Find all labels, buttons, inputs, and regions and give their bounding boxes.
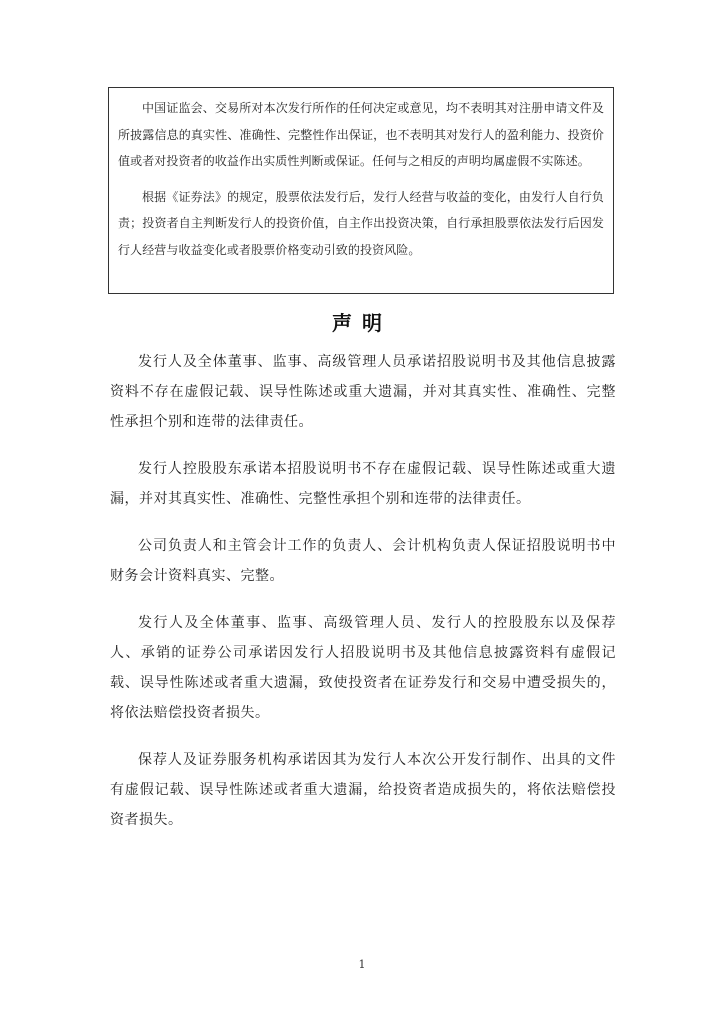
notice-paragraph: 根据《证券法》的规定，股票依法发行后，发行人经营与收益的变化，由发行人自行负责；投资者自主判断发行人的投资价值，自主作出投资决策，自行承担股票依法发行后因发行人经营与收益变化或者股票价格变动引致的投资风险。 (118, 189, 604, 257)
declaration-paragraph: 保荐人及证券服务机构承诺因其为发行人本次公开发行制作、出具的文件有虚假记载、误导性陈述或者重大遗漏，给投资者造成损失的，将依法赔偿投资者损失。 (110, 752, 616, 828)
page-number: 1 (358, 958, 366, 971)
notice-paragraph: 中国证监会、交易所对本次发行所作的任何决定或意见，均不表明其对注册申请文件及所披露信息的真实性、准确性、完整性作出保证，也不表明其对发行人的盈利能力、投资价值或者对投资者的收益作出实质性判断或保证。任何与之相反的声明均属虚假不实陈述。 (118, 101, 604, 168)
declaration-paragraph: 公司负责人和主管会计工作的负责人、会计机构负责人保证招股说明书中财务会计资料真实、完整。 (110, 538, 616, 584)
declaration-paragraph: 发行人及全体董事、监事、高级管理人员承诺招股说明书及其他信息披露资料不存在虚假记载、误导性陈述或重大遗漏，并对其真实性、准确性、完整性承担个别和连带的法律责任。 (110, 354, 616, 430)
declaration-paragraph: 发行人及全体董事、监事、高级管理人员、发行人的控股股东以及保荐人、承销的证券公司承诺因发行人招股说明书及其他信息披露资料有虚假记载、误导性陈述或者重大遗漏，致使投资者在证券发行和交易中遭受损失的，将依法赔偿投资者损失。 (110, 615, 616, 721)
declaration-title: 声明 (332, 311, 392, 335)
declaration-body (110, 347, 616, 852)
regulatory-notice-box (108, 87, 614, 294)
declaration-paragraph: 发行人控股股东承诺本招股说明书不存在虚假记载、误导性陈述或重大遗漏，并对其真实性、准确性、完整性承担个别和连带的法律责任。 (110, 461, 616, 507)
